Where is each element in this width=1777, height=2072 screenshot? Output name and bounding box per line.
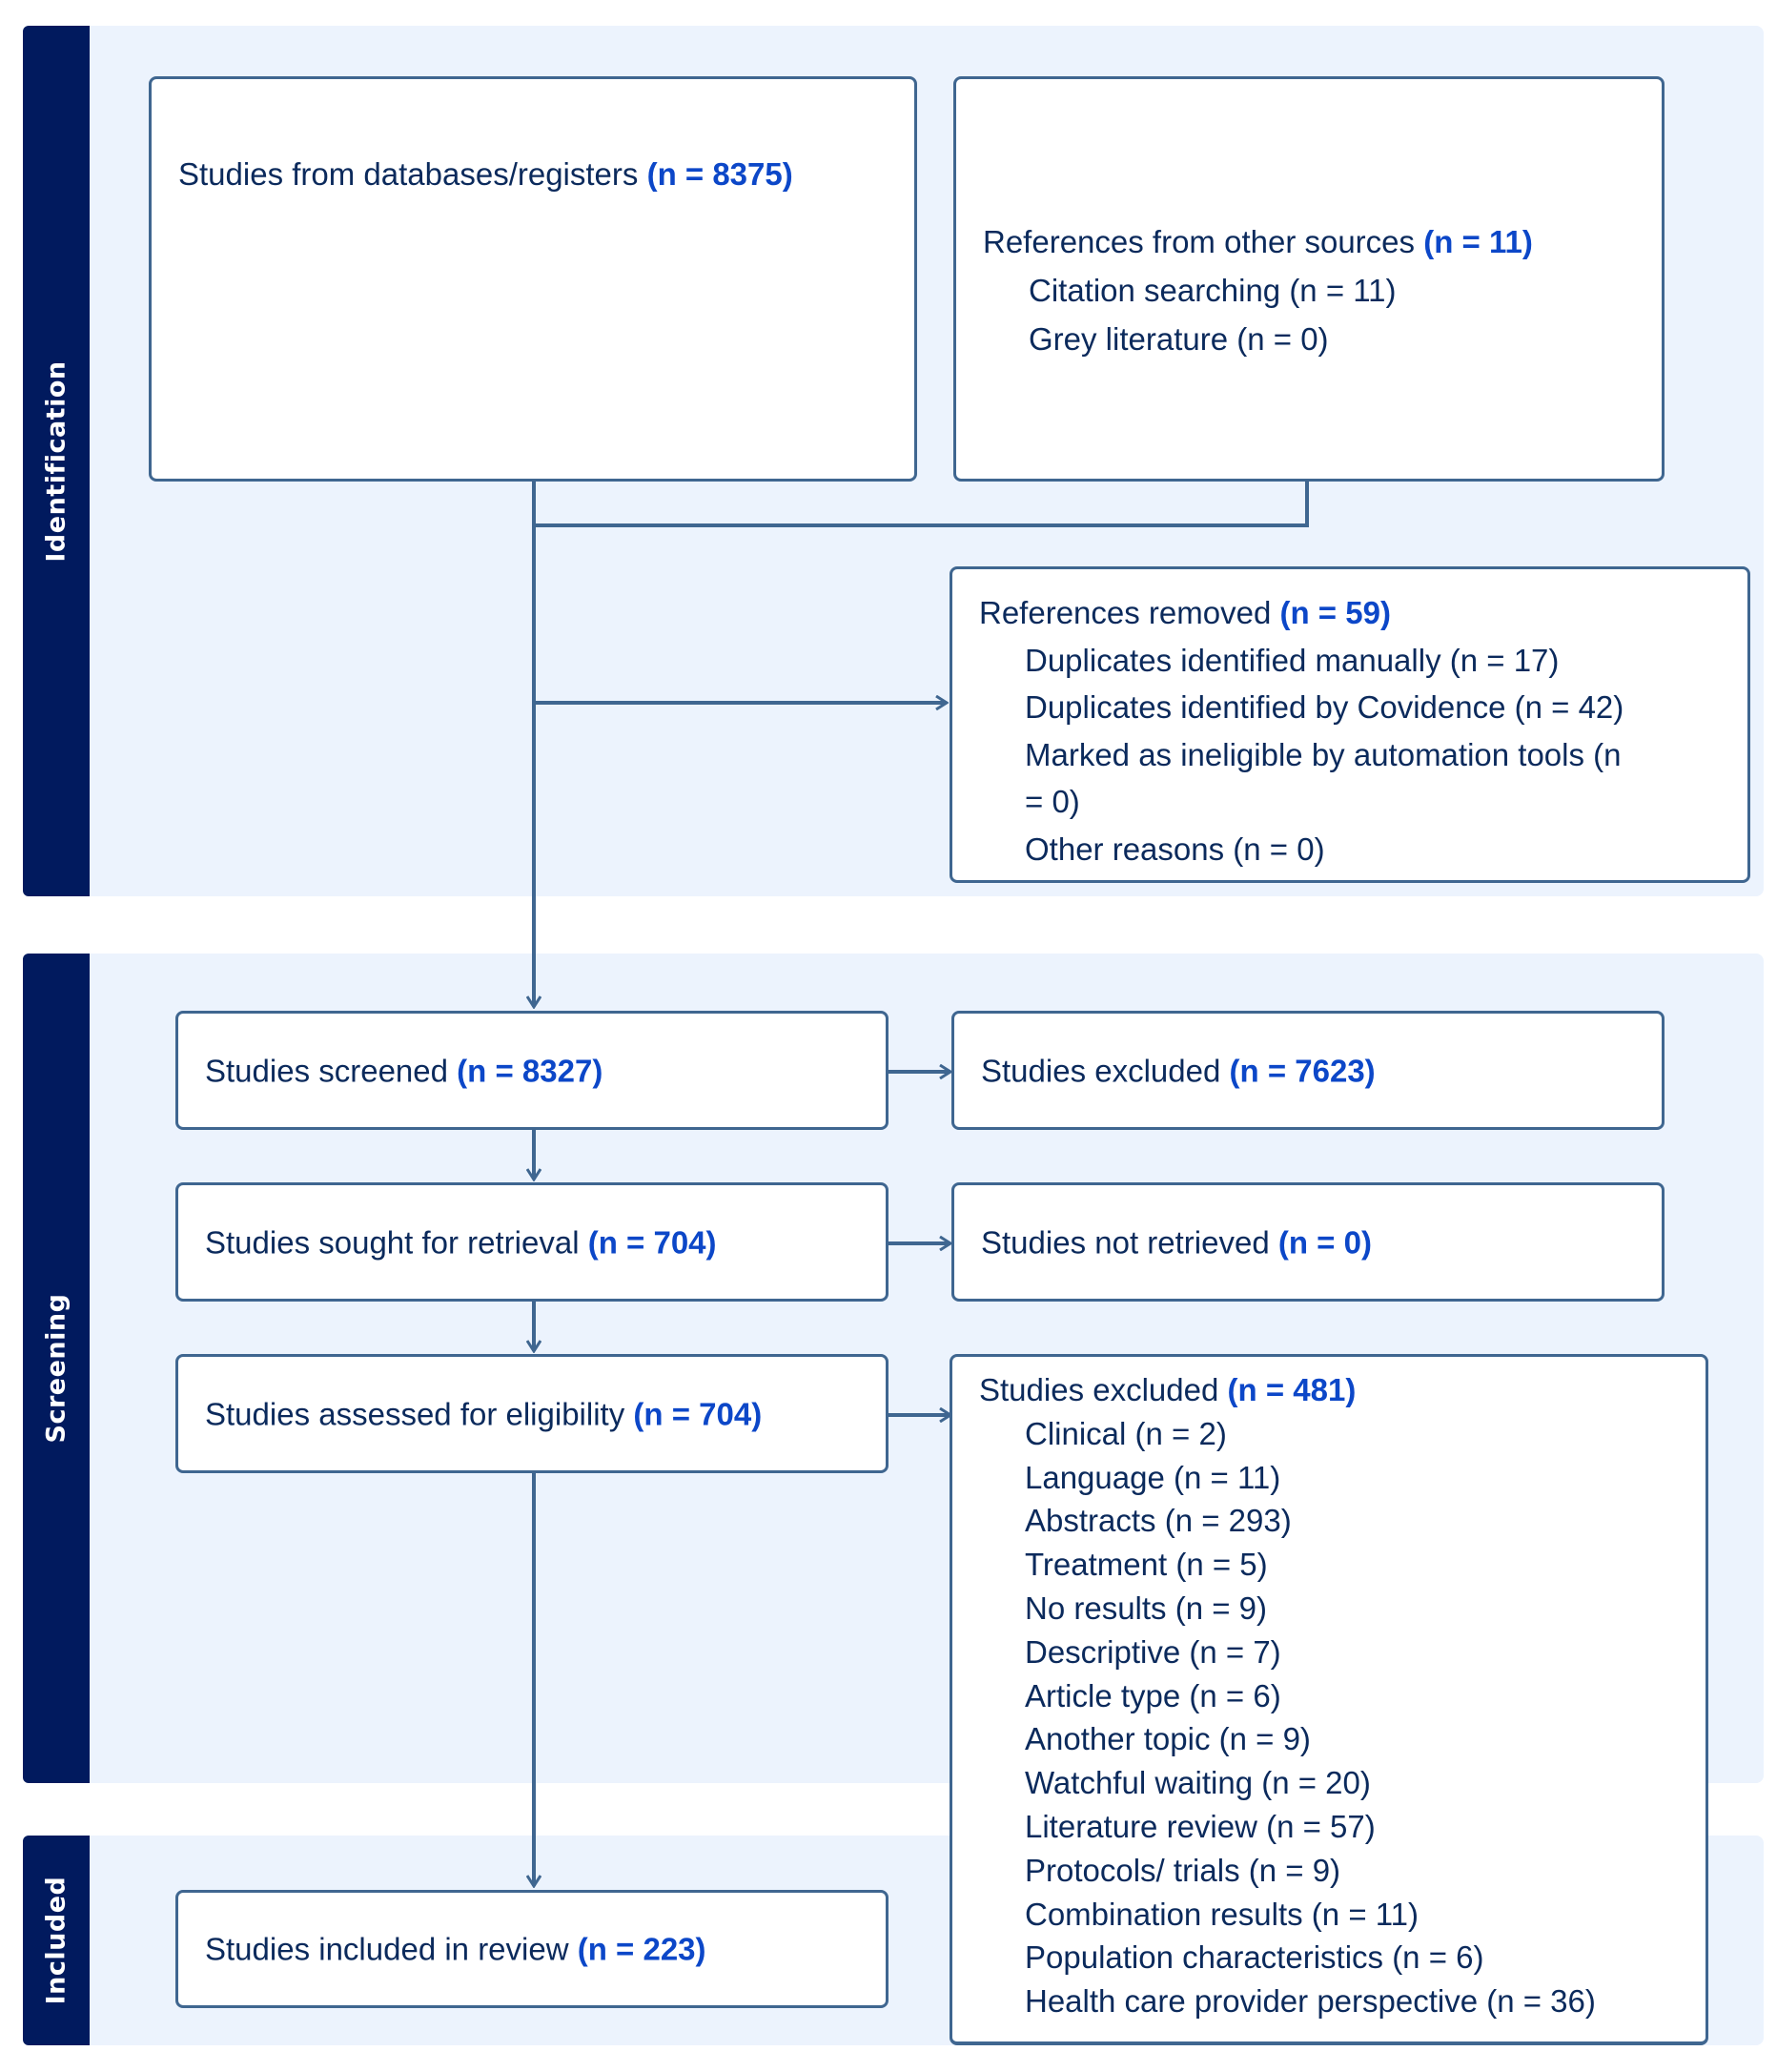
removed-item: Other reasons (n = 0) xyxy=(1025,831,1325,867)
removed-label: References removed xyxy=(979,595,1280,630)
exclusion-reason: Health care provider perspective (n = 36) xyxy=(1025,1983,1596,2020)
removed-item: Marked as ineligible by automation tools (n xyxy=(1025,736,1622,772)
removed-item: = 0) xyxy=(1025,784,1080,819)
databases-label: Studies from databases/registers xyxy=(178,156,647,192)
screened-count: (n = 8327) xyxy=(457,1053,603,1088)
references-removed-box xyxy=(950,566,1750,883)
removed-item: Duplicates identified by Covidence (n = 42) xyxy=(1025,689,1624,725)
other-sources-label: References from other sources xyxy=(983,224,1424,259)
assessed-label: Studies assessed for eligibility xyxy=(205,1396,634,1431)
other-sources-box xyxy=(953,76,1665,482)
sought-label: Studies sought for retrieval xyxy=(205,1224,588,1260)
exclusion-reason: Descriptive (n = 7) xyxy=(1025,1633,1281,1670)
exclusion-reason: Protocols/ trials (n = 9) xyxy=(1025,1852,1341,1888)
exclusion-reason: Language (n = 11) xyxy=(1025,1459,1281,1495)
databases-box xyxy=(149,76,917,482)
included-box xyxy=(175,1890,888,2008)
exclusion-reason: No results (n = 9) xyxy=(1025,1590,1268,1626)
screening-label: Screening xyxy=(41,1293,71,1444)
exclusion-reason: Clinical (n = 2) xyxy=(1025,1415,1227,1451)
sought-box xyxy=(175,1182,888,1302)
exclusion-reason: Abstracts (n = 293) xyxy=(1025,1503,1292,1539)
exclusion-reason: Literature review (n = 57) xyxy=(1025,1808,1376,1844)
other-sources-count: (n = 11) xyxy=(1423,224,1533,259)
not-retrieved-label: Studies not retrieved xyxy=(981,1224,1278,1260)
exclusion-reason: Population characteristics (n = 6) xyxy=(1025,1939,1484,1976)
identification-label: Identification xyxy=(41,359,71,563)
sought-count: (n = 704) xyxy=(587,1224,717,1260)
excluded-full-label: Studies excluded xyxy=(979,1372,1228,1407)
excluded-count: (n = 7623) xyxy=(1229,1053,1376,1088)
assessed-count: (n = 704) xyxy=(633,1396,763,1431)
assessed-box xyxy=(175,1354,888,1473)
excluded-full-count: (n = 481) xyxy=(1227,1372,1357,1407)
exclusion-reason: Article type (n = 6) xyxy=(1025,1677,1281,1713)
other-sources-item: Citation searching (n = 11) xyxy=(1029,273,1397,308)
exclusion-reason: Treatment (n = 5) xyxy=(1025,1547,1268,1583)
included-label: Included xyxy=(41,1876,71,2005)
included-label-text: Studies included in review xyxy=(205,1931,578,1967)
included-count: (n = 223) xyxy=(577,1931,706,1967)
databases-count: (n = 8375) xyxy=(646,156,793,192)
not-retrieved-count: (n = 0) xyxy=(1277,1224,1372,1260)
excluded-label: Studies excluded xyxy=(981,1053,1230,1088)
exclusion-reason: Combination results (n = 11) xyxy=(1025,1896,1419,1932)
removed-item: Duplicates identified manually (n = 17) xyxy=(1025,642,1560,678)
screened-box xyxy=(175,1011,888,1130)
excluded-box xyxy=(951,1011,1665,1130)
removed-count: (n = 59) xyxy=(1279,595,1391,630)
not-retrieved-box xyxy=(951,1182,1665,1302)
exclusion-reason: Watchful waiting (n = 20) xyxy=(1025,1765,1371,1801)
excluded-full-text-box xyxy=(950,1354,1708,2045)
exclusion-reason: Another topic (n = 9) xyxy=(1025,1721,1311,1757)
other-sources-item: Grey literature (n = 0) xyxy=(1029,321,1329,357)
merge-line xyxy=(534,480,1307,525)
screened-label: Studies screened xyxy=(205,1053,458,1088)
